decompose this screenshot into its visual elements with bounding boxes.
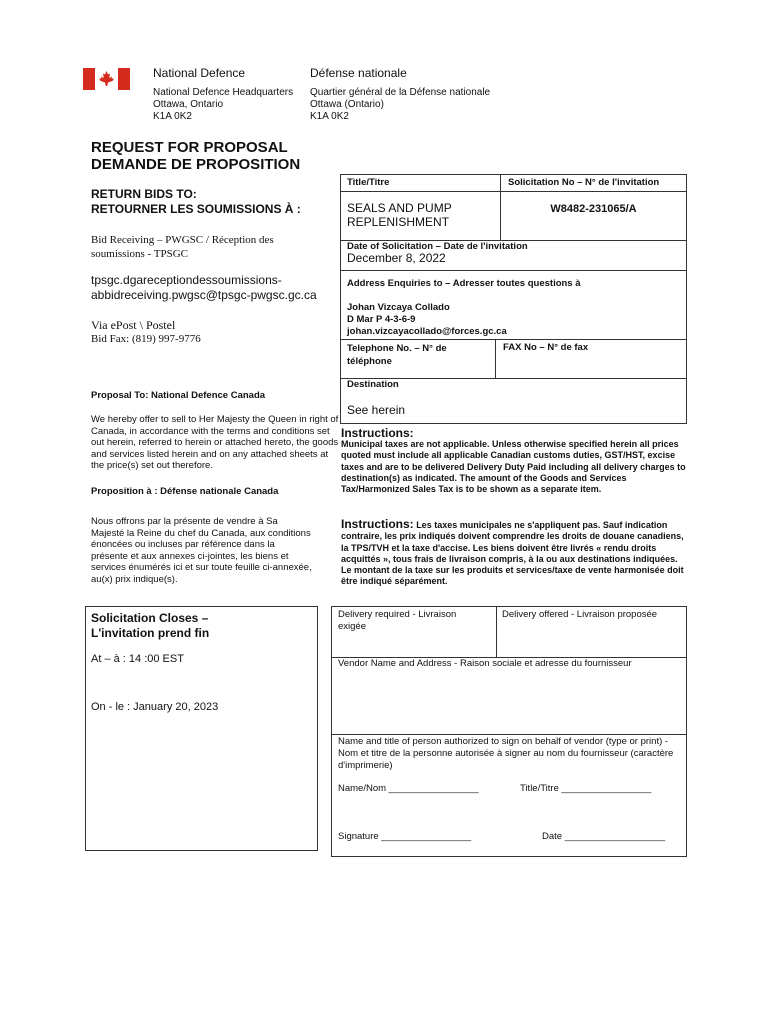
solicitation-no-label: Solicitation No – N° de l'invitation <box>508 177 660 188</box>
closes-heading: Solicitation Closes – L'invitation prend fin <box>91 611 210 640</box>
document-title <box>91 139 300 173</box>
proposal-to-text: We hereby offer to sell to Her Majesty the Queen in right of Canada, in accordance with the terms and conditions set out herein, referred to herein or attached hereto, the goods and services listed herein and on any attached sheets at the price(s) set out therefore. <box>91 414 339 471</box>
signature-field[interactable]: Signature _________________ <box>338 831 472 842</box>
address-fr: Quartier général de la Défense nationale Ottawa (Ontario) K1A 0K2 <box>310 87 491 122</box>
solicitation-closes-box <box>85 606 318 851</box>
title-en: REQUEST FOR PROPOSAL <box>91 139 288 156</box>
contact-name: Johan Vizcaya Collado <box>347 302 450 313</box>
return-bids-heading: RETURN BIDS TO: RETOURNER LES SOUMISSIONS À : <box>91 187 301 216</box>
vendor-name-label: Vendor Name and Address - Raison sociale et adresse du fournisseur <box>338 658 632 669</box>
bid-fax: Bid Fax: (819) 997-9776 <box>91 333 201 345</box>
dept-fr: Défense nationale <box>310 66 407 80</box>
instructions-en-heading: Instructions: <box>341 426 414 440</box>
title-fr: DEMANDE DE PROPOSITION <box>91 156 301 173</box>
closes-date: On - le : January 20, 2023 <box>91 701 219 713</box>
title-value: SEALS AND PUMP REPLENISHMENT <box>347 201 452 229</box>
proposition-text: Nous offrons par la présente de vendre à Sa Majesté la Reine du chef du Canada, aux conditions énoncées ou incluses par référence dans la présente et aux annexes ci-jointes, les biens et services énumérés ici et sur toute feuille ci-annexée, au(x) prix indique(s). <box>91 516 312 585</box>
telephone-label: Telephone No. – N° de téléphone <box>347 343 447 367</box>
vendor-box <box>331 606 687 857</box>
title-label: Title/Titre <box>347 177 390 188</box>
bid-receiving: Bid Receiving – PWGSC / Réception des soumissions - TPSGC <box>91 234 274 260</box>
title-field[interactable]: Title/Titre _________________ <box>520 783 652 794</box>
via-epost: Via ePost \ Postel <box>91 318 176 332</box>
fax-label: FAX No – N° de fax <box>503 342 589 353</box>
date-label: Date of Solicitation – Date de l'invitation <box>347 241 528 252</box>
delivery-offered-label: Delivery offered - Livraison proposée <box>502 609 658 620</box>
proposal-to-heading: Proposal To: National Defence Canada <box>91 390 266 401</box>
destination-value: See herein <box>347 403 406 417</box>
instructions-fr-heading: Instructions: <box>341 517 414 531</box>
delivery-required-label: Delivery required - Livraison exigée <box>338 609 457 632</box>
authorized-person-label: Name and title of person authorized to sign on behalf of vendor (type or print) - Nom et titre de la personne autorisée à signer au nom du fournisseur (caractère d'imprimerie) <box>338 736 674 771</box>
contact-block <box>347 302 507 338</box>
destination-label: Destination <box>347 379 399 390</box>
date-field[interactable]: Date ___________________ <box>542 831 666 842</box>
proposition-heading: Proposition à : Défense nationale Canada <box>91 486 279 497</box>
bid-email: tpsgc.dgareceptiondessoumissions- abbidreceiving.pwgsc@tpsgc-pwgsc.gc.ca <box>91 273 317 302</box>
instructions-fr-text: Les taxes municipales ne s'appliquent pas. Sauf indication contraire, les prix indiqués doivent comprendre les droits de douane canadiens, la TPS/TVH et la taxe d'accise. Les biens doivent être livrés « rendu droits acquittés », tous frais de livraison compris, à la ou aux destinations indiquées. Le montant de la taxe sur les produits et services/taxe de vente harmonisée doit être indiqué séparément. <box>341 520 684 587</box>
contact-email: johan.vizcayacollado@forces.gc.ca <box>347 326 507 337</box>
enquiries-label: Address Enquiries to – Adresser toutes questions à <box>347 278 581 289</box>
date-value: December 8, 2022 <box>347 251 446 265</box>
dept-en: National Defence <box>153 66 246 80</box>
solicitation-no-value: W8482-231065/A <box>550 203 637 215</box>
name-field[interactable]: Name/Nom _________________ <box>338 783 479 794</box>
instructions-en-text: Municipal taxes are not applicable. Unless otherwise specified herein all prices quoted must include all applicable Canadian customs duties, GST/HST, excise taxes and are to be delivered Delivery Duty Paid including all delivery charges to destination(s) as indicated. The amount of the Goods and Services Tax/Harmonized Sales Tax is to be shown as a separate item. <box>341 439 686 495</box>
address-en: National Defence Headquarters Ottawa, Ontario K1A 0K2 <box>153 87 294 122</box>
instructions-fr <box>341 519 687 588</box>
contact-office: D Mar P 4-3-6-9 <box>347 314 416 325</box>
closes-time: At – à : 14 :00 EST <box>91 653 184 665</box>
canada-flag-icon <box>83 68 130 90</box>
